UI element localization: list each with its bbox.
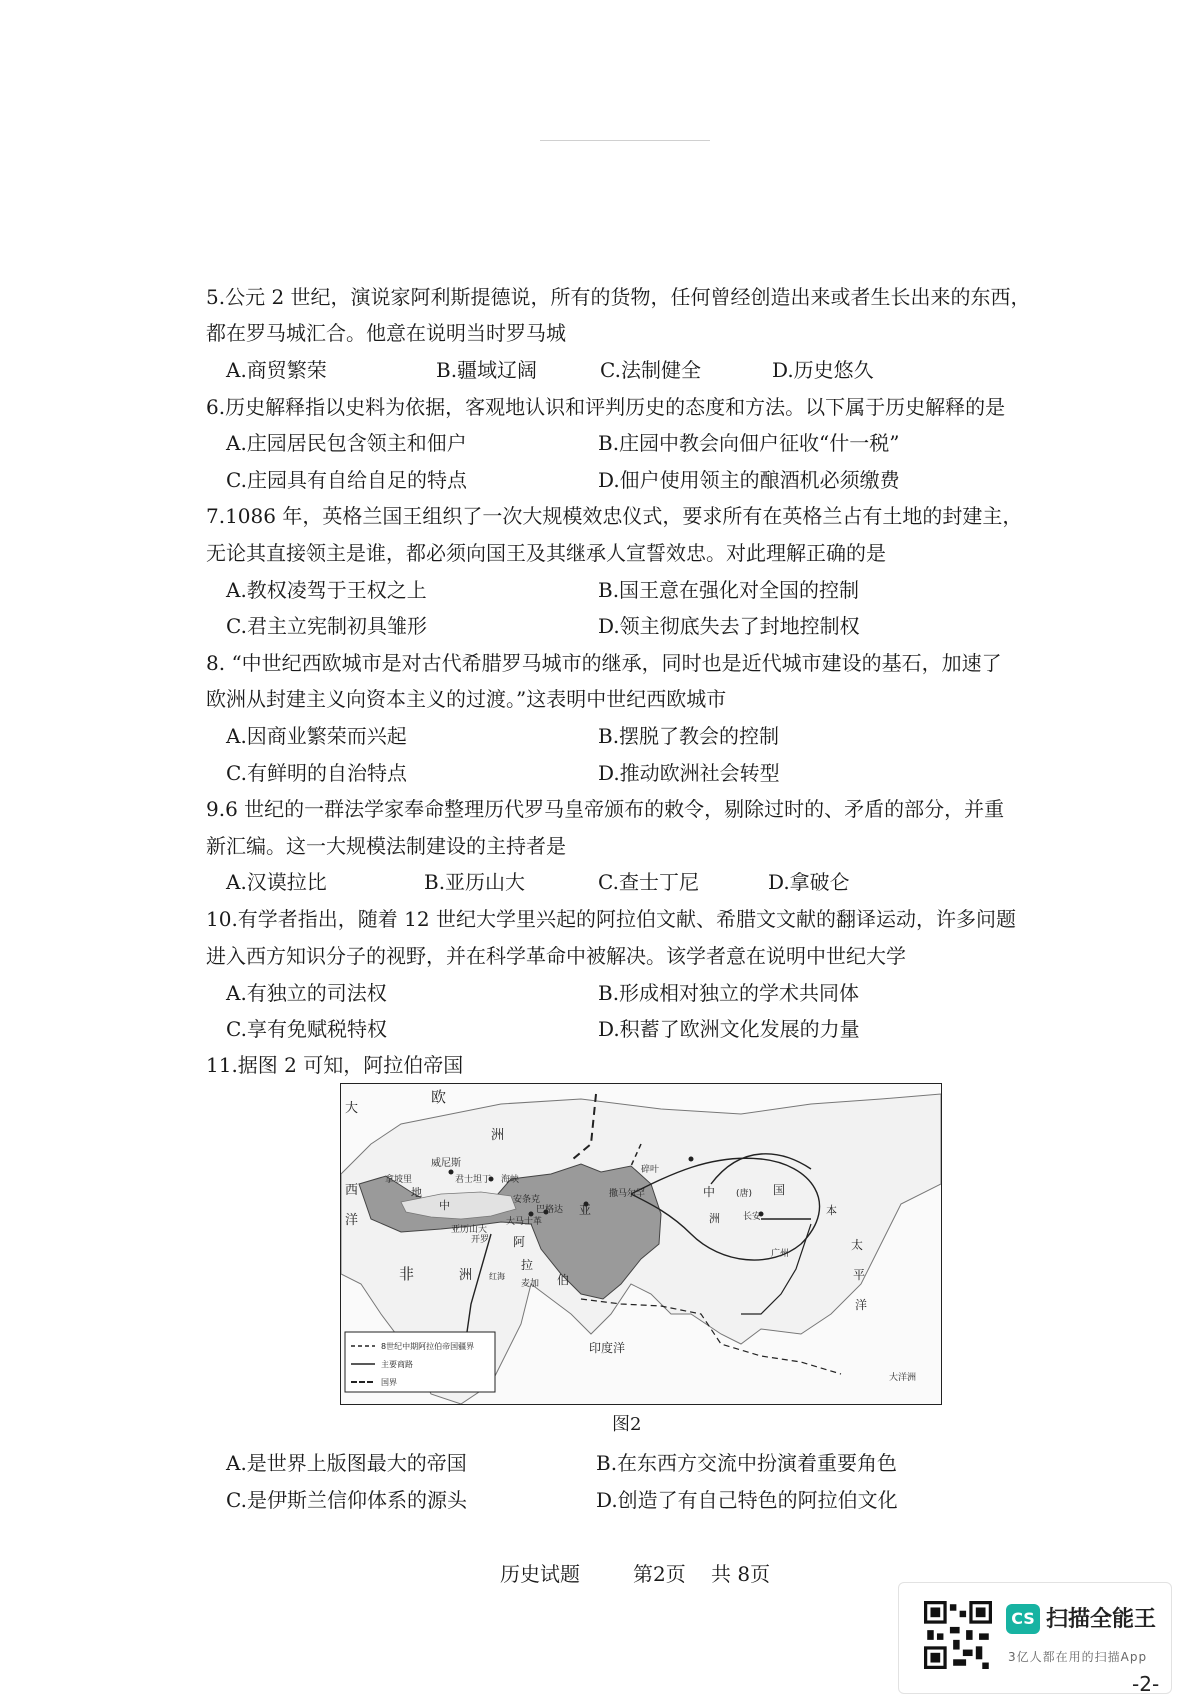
map-label-feizhou-1: 非 xyxy=(399,1265,415,1283)
q9-option-a[interactable]: A.汉谟拉比 xyxy=(226,870,327,894)
q5-option-b[interactable]: B.疆域辽阔 xyxy=(436,358,538,382)
q6-option-b[interactable]: B.庄园中教会向佃户征收“什一税” xyxy=(598,431,900,455)
map-label-junshitanding: 君士坦丁 xyxy=(455,1175,492,1185)
arab-empire-map xyxy=(340,1083,942,1405)
map-label-ya: 亚 xyxy=(579,1203,592,1217)
map-label-hong: 红海 xyxy=(489,1272,505,1281)
q5-option-d[interactable]: D.历史悠久 xyxy=(772,358,874,382)
q8-option-d[interactable]: D.推动欧洲社会转型 xyxy=(598,761,780,785)
q10-option-a[interactable]: A.有独立的司法权 xyxy=(226,981,387,1005)
q5-option-a[interactable]: A.商贸繁荣 xyxy=(226,358,327,382)
map-label-haixia: 海峡 xyxy=(501,1175,520,1185)
q11-option-d[interactable]: D.创造了有自己特色的阿拉伯文化 xyxy=(596,1488,898,1512)
q10-stem-line-2: 进入西方知识分子的视野，并在科学革命中被解决。该学者意在说明中世纪大学 xyxy=(206,944,906,968)
q7-option-c[interactable]: C.君主立宪制初具雏形 xyxy=(226,614,427,638)
map-label-da: 大 xyxy=(345,1101,359,1116)
q11-option-b[interactable]: B.在东西方交流中扮演着重要角色 xyxy=(596,1451,898,1475)
map-label-guangzhou: 广州 xyxy=(771,1249,790,1259)
q6-option-d[interactable]: D.佃户使用领主的酿酒机必须缴费 xyxy=(598,468,900,492)
q7-stem-line-1: 7.1086 年，英格兰国王组织了一次大规模效忠仪式，要求所有在英格兰占有土地的封建主， xyxy=(206,504,1023,528)
q5-stem-line-1: 5.公元 2 世纪，演说家阿利斯提德说，所有的货物，任何曾经创造出来或者生长出来的东西， xyxy=(206,285,1031,309)
q11-option-c[interactable]: C.是伊斯兰信仰体系的源头 xyxy=(226,1488,467,1512)
map-label-alishanda: 亚历山大 xyxy=(451,1225,488,1235)
q8-stem-line-2: 欧洲从封建主义向资本主义的过渡。”这表明中世纪西欧城市 xyxy=(206,687,727,711)
map-label-weinisi: 威尼斯 xyxy=(431,1158,461,1169)
map-label-bageda: 巴格达 xyxy=(536,1205,564,1215)
map-label-ben: 本 xyxy=(826,1204,837,1217)
q9-option-c[interactable]: C.查士丁尼 xyxy=(598,870,699,894)
map-label-a: 阿 xyxy=(513,1235,526,1249)
map-legend-item-3: 国界 xyxy=(381,1378,397,1387)
q8-stem-line-1: 8. “中世纪西欧城市是对古代希腊罗马城市的继承，同时也是近代城市建设的基石，加速了 xyxy=(206,651,1002,675)
map-label-zhou: 洲 xyxy=(709,1212,720,1225)
top-faint-rule xyxy=(540,140,710,141)
badge-tagline: 3亿人都在用的扫描App xyxy=(1008,1650,1148,1664)
footer-title: 历史试题 xyxy=(500,1562,580,1586)
map-label-di: 地 xyxy=(411,1186,422,1199)
q8-option-a[interactable]: A.因商业繁荣而兴起 xyxy=(226,724,407,748)
map-label-zhongguo-1: 中 xyxy=(703,1185,716,1199)
page-number-mark: -2- xyxy=(1132,1672,1160,1696)
map-label-kailuo: 开罗 xyxy=(471,1235,490,1245)
map-label-xiyesi: 撒马尔罕 xyxy=(609,1189,646,1199)
q9-option-d[interactable]: D.拿破仑 xyxy=(768,870,850,894)
map-label-bo: 伯 xyxy=(557,1273,570,1287)
q6-option-a[interactable]: A.庄园居民包含领主和佃户 xyxy=(226,431,467,455)
map-label-antiokhe: 安条克 xyxy=(513,1195,541,1205)
q7-option-a[interactable]: A.教权凌驾于王权之上 xyxy=(226,578,427,602)
q10-option-b[interactable]: B.形成相对独立的学术共同体 xyxy=(598,981,860,1005)
qr-code-icon xyxy=(924,1601,992,1669)
camscanner-logo-icon: CS xyxy=(1006,1604,1040,1634)
map-label-la: 拉 xyxy=(521,1258,534,1272)
figure-caption: 图2 xyxy=(612,1414,642,1435)
footer-page: 第2页 xyxy=(633,1562,686,1586)
map-label-changan: 长安 xyxy=(743,1212,762,1222)
map-label-europe-1: 欧 xyxy=(431,1088,447,1106)
q5-stem-line-2: 都在罗马城汇合。他意在说明当时罗马城 xyxy=(206,321,566,345)
map-label-taipingyang-3: 洋 xyxy=(855,1298,868,1312)
map-label-zhongguo-2: 国 xyxy=(773,1183,786,1197)
q8-option-b[interactable]: B.摆脱了教会的控制 xyxy=(598,724,780,748)
map-label-zhong: 中 xyxy=(439,1199,450,1212)
q7-option-d[interactable]: D.领主彻底失去了封地控制权 xyxy=(598,614,860,638)
q10-stem-line-1: 10.有学者指出，随着 12 世纪大学里兴起的阿拉伯文献、希腊文文献的翻译运动，许多问题 xyxy=(206,907,1016,931)
badge-brand-name: 扫描全能王 xyxy=(1046,1607,1157,1632)
map-label-suiye: 碎叶 xyxy=(641,1165,660,1175)
map-label-xi: 西 xyxy=(345,1183,359,1198)
map-label-naboli: 拿坡里 xyxy=(385,1175,413,1185)
map-legend-item-2: 主要商路 xyxy=(381,1360,413,1369)
map-label-feizhou-2: 洲 xyxy=(459,1268,473,1283)
q8-option-c[interactable]: C.有鲜明的自治特点 xyxy=(226,761,407,785)
map-label-taipingyang-2: 平 xyxy=(853,1268,866,1282)
map-label-yang: 洋 xyxy=(345,1213,359,1228)
q11-option-a[interactable]: A.是世界上版图最大的帝国 xyxy=(226,1451,467,1475)
map-label-yinduyang: 印度洋 xyxy=(589,1341,626,1355)
q6-option-c[interactable]: C.庄园具有自给自足的特点 xyxy=(226,468,467,492)
q6-stem-line-1: 6.历史解释指以史料为依据，客观地认识和评判历史的态度和方法。以下属于历史解释的是 xyxy=(206,395,1006,419)
q9-stem-line-2: 新汇编。这一大规模法制建设的主持者是 xyxy=(206,834,566,858)
q11-stem-line-1: 11.据图 2 可知，阿拉伯帝国 xyxy=(206,1053,464,1077)
footer-total: 共 8页 xyxy=(711,1562,771,1586)
q10-option-c[interactable]: C.享有免赋税特权 xyxy=(226,1017,387,1041)
map-label-dayangzhou: 大洋洲 xyxy=(889,1373,917,1383)
map-legend-item-1: 8世纪中期阿拉伯帝国疆界 xyxy=(381,1342,475,1351)
map-label-tang: (唐) xyxy=(736,1189,753,1199)
map-label-damashige: 大马士革 xyxy=(506,1217,543,1227)
map-label-maijia: 麦加 xyxy=(521,1279,540,1289)
q5-option-c[interactable]: C.法制健全 xyxy=(600,358,701,382)
map-label-europe-2: 洲 xyxy=(491,1128,505,1143)
q7-option-b[interactable]: B.国王意在强化对全国的控制 xyxy=(598,578,860,602)
q10-option-d[interactable]: D.积蓄了欧洲文化发展的力量 xyxy=(598,1017,860,1041)
map-label-taipingyang-1: 太 xyxy=(851,1238,864,1252)
q9-option-b[interactable]: B.亚历山大 xyxy=(424,870,526,894)
q7-stem-line-2: 无论其直接领主是谁，都必须向国王及其继承人宣誓效忠。对此理解正确的是 xyxy=(206,541,886,565)
q9-stem-line-1: 9.6 世纪的一群法学家奉命整理历代罗马皇帝颁布的敕令，剔除过时的、矛盾的部分，并重 xyxy=(206,797,1005,821)
